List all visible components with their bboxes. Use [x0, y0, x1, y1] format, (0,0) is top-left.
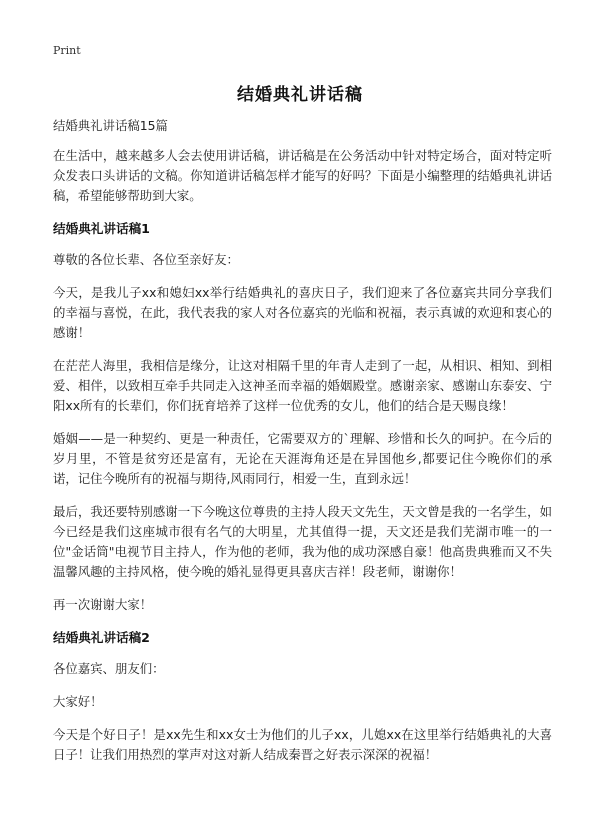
paragraph: 今天，是我儿子xx和媳妇xx举行结婚典礼的喜庆日子，我们迎来了各位嘉宾共同分享我们的幸福与喜悦，在此，我代表我的家人对各位嘉宾的光临和祝福，表示真诚的欢迎和衷心的感谢！: [53, 285, 552, 340]
intro-paragraph: 在生活中，越来越多人会去使用讲话稿，讲话稿是在公务活动中针对特定场合，面对特定听众发表口头讲话的文稿。你知道讲话稿怎样才能写的好吗？下面是小编整理的结婚典礼讲话稿，希望能够帮助到大家。: [53, 148, 552, 203]
section-heading: 结婚典礼讲话稿2: [53, 630, 150, 645]
paragraph: 在茫茫人海里，我相信是缘分，让这对相隔千里的年青人走到了一起，从相识、相知、到相爱、相伴，以致相互牵手共同走入这神圣而幸福的婚姻殿堂。感谢亲家、感谢山东泰安、宁阳xx所有的长辈们，你们抚育培养了这样一位优秀的女儿，他们的结合是天赐良缘！: [53, 358, 552, 413]
page-title: 结婚典礼讲话稿: [237, 85, 363, 105]
section-heading: 结婚典礼讲话稿1: [53, 221, 150, 236]
paragraph: 婚姻——是一种契约、更是一种责任，它需要双方的`理解、珍惜和长久的呵护。在今后的岁月里，不管是贫穷还是富有，无论在天涯海角还是在异国他乡,都要记住今晚你们的承诺，记住今晚所有的祝福与期待,风雨同行，相爱一生，直到永远！: [53, 431, 552, 486]
paragraph: 再一次谢谢大家！: [53, 597, 153, 612]
paragraph: 各位嘉宾、朋友们：: [53, 661, 165, 676]
paragraph: 最后，我还要特别感谢一下今晚这位尊贵的主持人段天文先生，天文曾是我的一名学生，如今已经是我们这座城市很有名气的大明星，尤其值得一提，天文还是我们芜湖市唯一的一位"金话筒"电视节目主持人，作为他的老师，我为他的成功深感自豪！他高贵典雅而又不失温馨风趣的主持风格，使今晚的婚礼显得更具喜庆吉祥！段老师，谢谢你！: [53, 504, 552, 579]
section-1: [53, 219, 552, 615]
paragraph: 今天是个好日子！是xx先生和xx女士为他们的儿子xx，儿媳xx在这里举行结婚典礼的大喜日子！让我们用热烈的掌声对这对新人结成秦晋之好表示深深的祝福！: [53, 727, 552, 762]
article-body: [53, 116, 552, 778]
print-link[interactable]: Print: [53, 44, 81, 57]
section-2: [53, 628, 552, 765]
paragraph: 尊敬的各位长辈、各位至亲好友：: [53, 252, 239, 267]
paragraph: 大家好！: [53, 694, 103, 709]
article-subtitle: 结婚典礼讲话稿15篇: [53, 118, 168, 133]
